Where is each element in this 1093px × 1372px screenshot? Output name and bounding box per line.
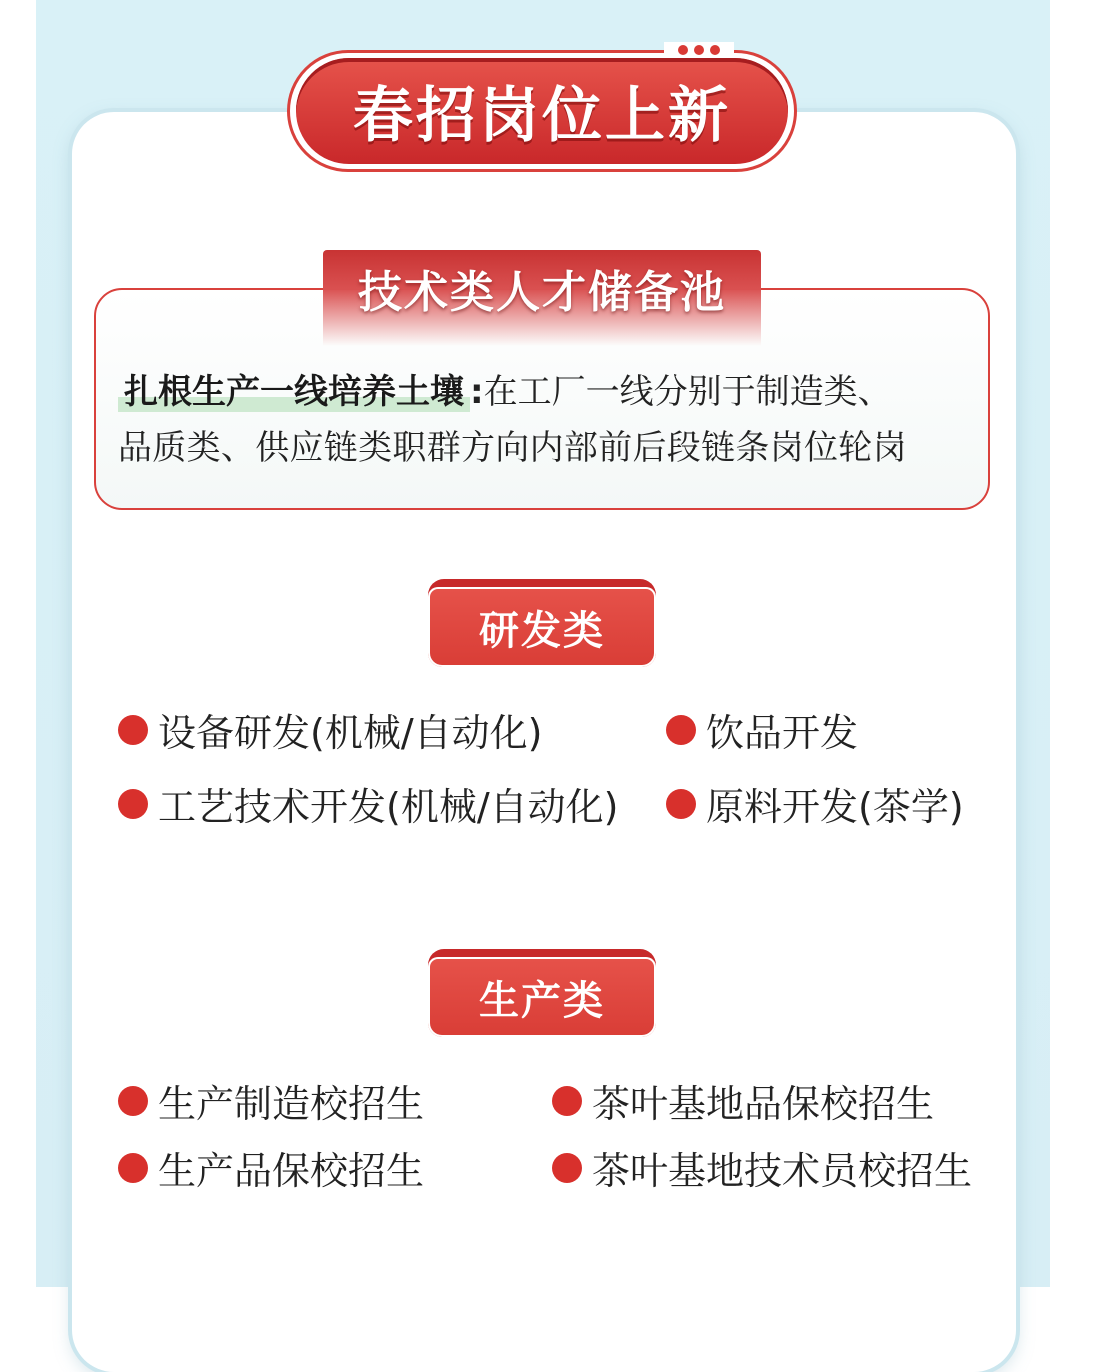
dot-icon: [710, 45, 720, 55]
production-section-tag: [428, 949, 656, 1037]
tag-front: [428, 957, 656, 1037]
rd-section-tag: [428, 579, 656, 667]
reserve-pool-line-1: [118, 364, 978, 413]
reserve-pool-desc-1: 在工厂一线分别于制造类、: [483, 372, 892, 412]
bullet-icon: [118, 1153, 148, 1183]
bullet-icon: [118, 789, 148, 819]
list-item: [552, 1073, 934, 1128]
list-item: [552, 1140, 972, 1195]
dot-icon: [678, 45, 688, 55]
list-item-label: 生产品保校招生: [158, 1149, 425, 1193]
list-item-label: 工艺技术开发(机械/自动化): [158, 785, 619, 829]
bullet-icon: [552, 1086, 582, 1116]
list-item-label: 茶叶基地品保校招生: [592, 1082, 935, 1126]
list-item: [118, 1140, 424, 1195]
list-item-label: 茶叶基地技术员校招生: [592, 1149, 973, 1193]
list-item: [118, 1073, 424, 1128]
bullet-icon: [118, 1086, 148, 1116]
reserve-pool-highlight: 扎根生产一线培养土壤: [118, 372, 470, 412]
list-item: [666, 776, 964, 831]
page-title: 春招岗位上新: [353, 81, 731, 151]
list-item-label: 设备研发(机械/自动化): [158, 711, 543, 755]
reserve-pool-title: 技术类人才储备池: [358, 267, 726, 318]
list-item: [666, 702, 858, 757]
reserve-pool-colon: :: [470, 372, 484, 412]
list-item-label: 饮品开发: [706, 711, 859, 755]
bullet-icon: [118, 715, 148, 745]
decorative-dots: [664, 42, 734, 58]
list-item: [118, 702, 542, 757]
bullet-icon: [666, 789, 696, 819]
rd-section-title: 研发类: [479, 607, 605, 654]
list-item: [118, 776, 618, 831]
bullet-icon: [552, 1153, 582, 1183]
dot-icon: [694, 45, 704, 55]
tag-front: [428, 587, 656, 667]
reserve-pool-desc-2: 品质类、供应链类职群方向内部前后段链条岗位轮岗: [118, 428, 907, 468]
production-section-title: 生产类: [479, 977, 605, 1024]
banner: [296, 58, 788, 164]
reserve-pool-line-2: [118, 420, 978, 469]
list-item-label: 生产制造校招生: [158, 1082, 425, 1126]
bullet-icon: [666, 715, 696, 745]
reserve-pool-tag: [323, 250, 761, 346]
list-item-label: 原料开发(茶学): [706, 785, 964, 829]
